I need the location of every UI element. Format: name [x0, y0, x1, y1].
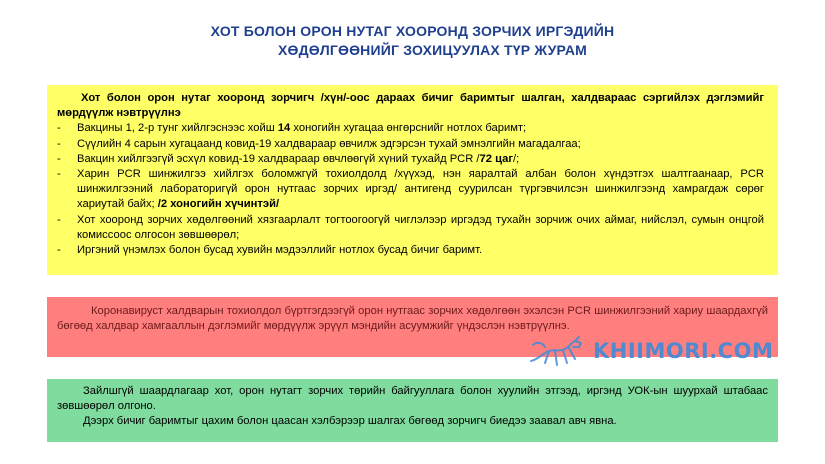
list-item-bold: /2 хоногийн хүчинтэй/ [157, 198, 280, 211]
permit-line-1-text: Зайлшгүй шаардлагаар хот, орон нутагт зорчих төрийн байгууллага болон хуулийн этгээд, иргэнд УОК-ын шуурхай штабаас зөвшөөрөл олгоно. [57, 385, 768, 413]
title-line-1: ХОТ БОЛОН ОРОН НУТАГ ХООРОНД ЗОРЧИХ ИРГЭДИЙН [210, 23, 615, 39]
list-item [57, 213, 764, 243]
list-item [57, 152, 764, 167]
requirements-lead: Хот болон орон нутаг хооронд зорчигч /хүн/-оос дараах бичиг баримтыг шалган, халдвараас сэргийлэх дэглэмийг мөрдүүлж нэвтрүүлнэ [57, 92, 764, 120]
watermark [525, 331, 773, 371]
pcr-exemption-text: Коронавируст халдварын тохиолдол бүртгэгдээгүй орон нутгаас зорчих хөдөлгөөн эхэлсэн PCR шинжилгээний хариу шаардахгүй бөгөөд халдвар хамгааллын дэглэмийг мөрдүүлж эрүүл мэндийн асуумжийг үндэслэн нэвтрүүлнэ. [57, 305, 768, 333]
page-title [0, 22, 825, 60]
dash-bullet: - [57, 122, 61, 135]
requirements-box [47, 85, 778, 275]
list-item [57, 121, 764, 136]
dash-bullet: - [57, 168, 61, 181]
permit-line-2-text: Дээрх бичиг баримтыг цахим болон цаасан хэлбэрээр шалгах бөгөөд зорчигч биедээ заавал авч явна. [83, 415, 617, 428]
permit-box [47, 379, 778, 442]
watermark-text: KHIIMORI.COM [593, 339, 774, 363]
list-item-text: Хот хооронд зорчих хөдөлгөөний хязгаарлалт тогтоогоогүй чиглэлээр иргэдэд тухайн зорчиж очих аймаг, нийслэл, сумын онцгой комиссоос олгосон зөвшөөрөл; [77, 213, 764, 241]
list-item-text: Харин PCR шинжилгээ хийлгэх боломжгүй тохиолдолд /хүүхэд, нэн яаралтай албан болон хүндэтгэх шалтгаанаар, PCR шинжилгээний лабораторигүй орон нутгаас зорчих иргэд/ антигенд суурилсан түргэвчилсэн шинжилгээнд хамрагдаж сөрөг хариутай байх; [77, 168, 764, 211]
list-item-text: Вакцин хийлгээгүй эсхүл ковид-19 халдвараар өвчлөөгүй хүний тухайд PCR / [77, 152, 480, 165]
permit-line-1 [57, 384, 768, 414]
dash-bullet: - [57, 213, 61, 226]
list-item [57, 167, 764, 213]
list-item-rest: /; [513, 152, 520, 165]
list-item [57, 137, 764, 152]
permit-line-2 [57, 414, 768, 429]
list-item-text: Вакцины 1, 2-р тунг хийлгэснээс хойш [77, 122, 278, 135]
dash-bullet: - [57, 244, 61, 257]
list-item-bold: 72 цаг [479, 152, 513, 165]
horse-logo-icon [525, 331, 589, 371]
list-item-bold: 14 [277, 122, 291, 135]
requirements-list [57, 121, 764, 258]
list-item-text: Сүүлийн 4 сарын хугацаанд ковид-19 халдвараар өвчилж эдгэрсэн тухай эмнэлгийн магадалгаа; [77, 137, 581, 150]
dash-bullet: - [57, 137, 61, 150]
list-item-rest: хоногийн хугацаа өнгөрснийг нотлох баримт; [290, 122, 527, 135]
list-item-text: Иргэний үнэмлэх болон бусад хувийн мэдээллийг нотлох бусад бичиг баримт. [77, 244, 483, 257]
dash-bullet: - [57, 152, 61, 165]
list-item [57, 243, 764, 258]
title-line-2: ХӨДӨЛГӨӨНИЙГ ЗОХИЦУУЛАХ ТҮР ЖУРАМ [277, 42, 588, 58]
